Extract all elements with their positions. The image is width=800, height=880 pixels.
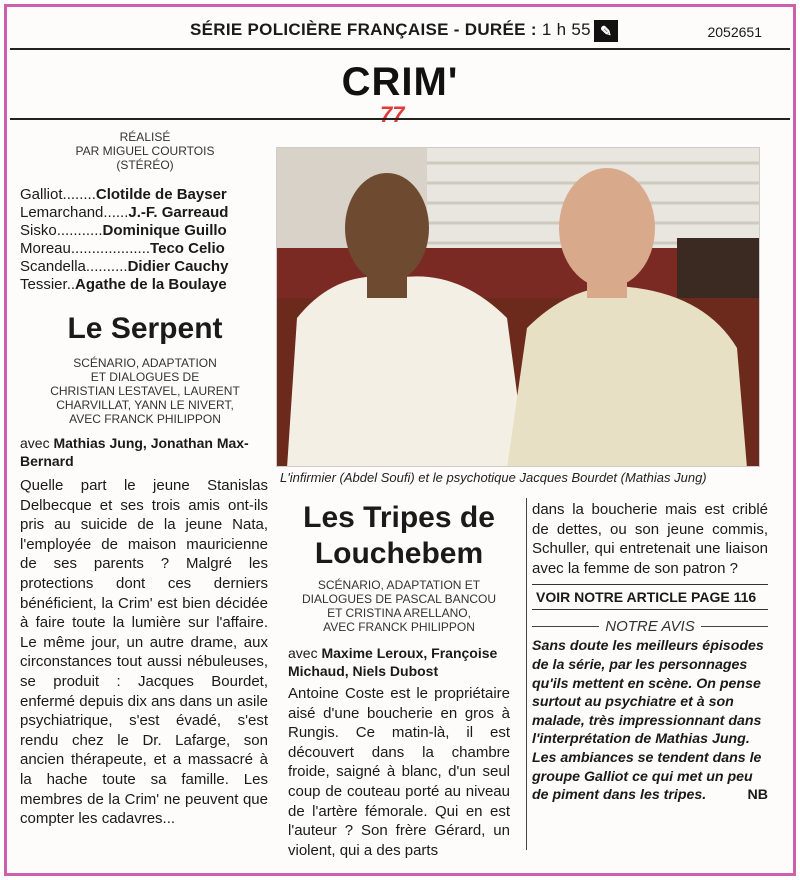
column-divider — [526, 498, 527, 850]
episode2-cast: avec Maxime Leroux, Françoise Michaud, Niels Dubost — [288, 645, 498, 679]
divider — [10, 118, 790, 120]
director-credit: RÉALISÉ PAR MIGUEL COURTOIS (STÉRÉO) — [75, 130, 215, 172]
episode2-synopsis-cont: dans la boucherie mais est criblé de dettes, ou son jeune commis, Schuller, qui entretenait une liaison avec la femme de son patron ? — [532, 501, 768, 577]
episode1-synopsis: Quelle part le jeune Stanislas Delbecque et ses trois amis ont-ils pris au suicide de la jeune Nata, l'employée de maison mauricienne de ses parents ? Malgré les protections dont ces derniers bénéficient, la Crim' est bien décidée à faire toute la lumière sur l'affaire. Le même jour, un autre drame, aux circonstances tout aussi nébuleuses, se produit : Jacques Bourdet, enfermé depuis dix ans dans un asile psychiatrique, s'est évadé, s'est rendu chez le Dr. Lafarge, son ancien thérapeute, et a massacré à la hache toute sa famille. Les membres de la Crim' ne peuvent que compter les cadavres... — [20, 477, 268, 828]
genre-label: SÉRIE POLICIÈRE FRANÇAISE - DURÉE : 1 h 55 — [190, 20, 591, 39]
article-link[interactable]: VOIR NOTRE ARTICLE PAGE 116 — [532, 584, 768, 610]
review-signature: NB — [747, 787, 768, 804]
episode2-synopsis: Antoine Coste est le propriétaire aisé d'une boucherie en gros à Rungis. Ce matin-là, il est découvert dans la chambre froide, saigné à blanc, d'un seul coup de couteau porté au niveau de l'artère fémorale. Qui en est l'auteur ? Son frère Gérard, un violent, qui a des parts — [288, 685, 510, 859]
cast-row: Lemarchand......J.-F. Garreaud — [20, 204, 229, 221]
csa-rating-icon: ✎ — [594, 20, 618, 42]
right-column — [532, 500, 768, 805]
episode-photo — [276, 147, 760, 467]
program-code: 2052651 — [707, 24, 762, 40]
cast-row: Sisko...........Dominique Guillo — [20, 222, 227, 239]
header-bar — [10, 14, 790, 50]
episode2-title: Les Tripes de Louchebem — [303, 501, 495, 570]
logo-number: 77 — [380, 102, 405, 127]
cast-row: Moreau...................Teco Celio — [20, 240, 225, 257]
photo-caption: L'infirmier (Abdel Soufi) et le psychotique Jacques Bourdet (Mathias Jung) — [280, 470, 707, 485]
cast-row: Scandella..........Didier Cauchy — [20, 258, 229, 275]
cast-row: Tessier..Agathe de la Boulaye — [20, 276, 227, 293]
review-text: Sans doute les meilleurs épisodes de la série, par les personnages qu'ils mettent en scène. On pense surtout au psychiatre et à son malade, très impressionnant dans l'interprétation de Mathias Jung. Les ambiances se tendent dans le groupe Galliot ce qui met un peu de piment dans les tripes. NB — [532, 638, 768, 804]
episode1-title: Le Serpent — [67, 312, 223, 345]
episode2-column — [288, 500, 510, 860]
episode2-scenario: SCÉNARIO, ADAPTATION ET DIALOGUES DE PASCAL BANCOU ET CRISTINA ARELLANO, AVEC FRANCK PHILIPPON — [301, 578, 497, 634]
logo-text: CRIM' — [341, 60, 459, 104]
photo-illustration — [277, 148, 760, 467]
cast-row: Galliot........Clotilde de Bayser — [20, 186, 227, 203]
credits-block — [20, 130, 270, 470]
review-heading: NOTRE AVIS — [532, 618, 768, 635]
episode1-scenario: SCÉNARIO, ADAPTATION ET DIALOGUES DE CHRISTIAN LESTAVEL, LAURENT CHARVILLAT, YANN LE NIVERT, AVEC FRANCK PHILIPPON — [50, 356, 240, 426]
series-logo — [0, 60, 800, 127]
episode1-cast: avec Mathias Jung, Jonathan Max-Bernard — [20, 435, 249, 469]
